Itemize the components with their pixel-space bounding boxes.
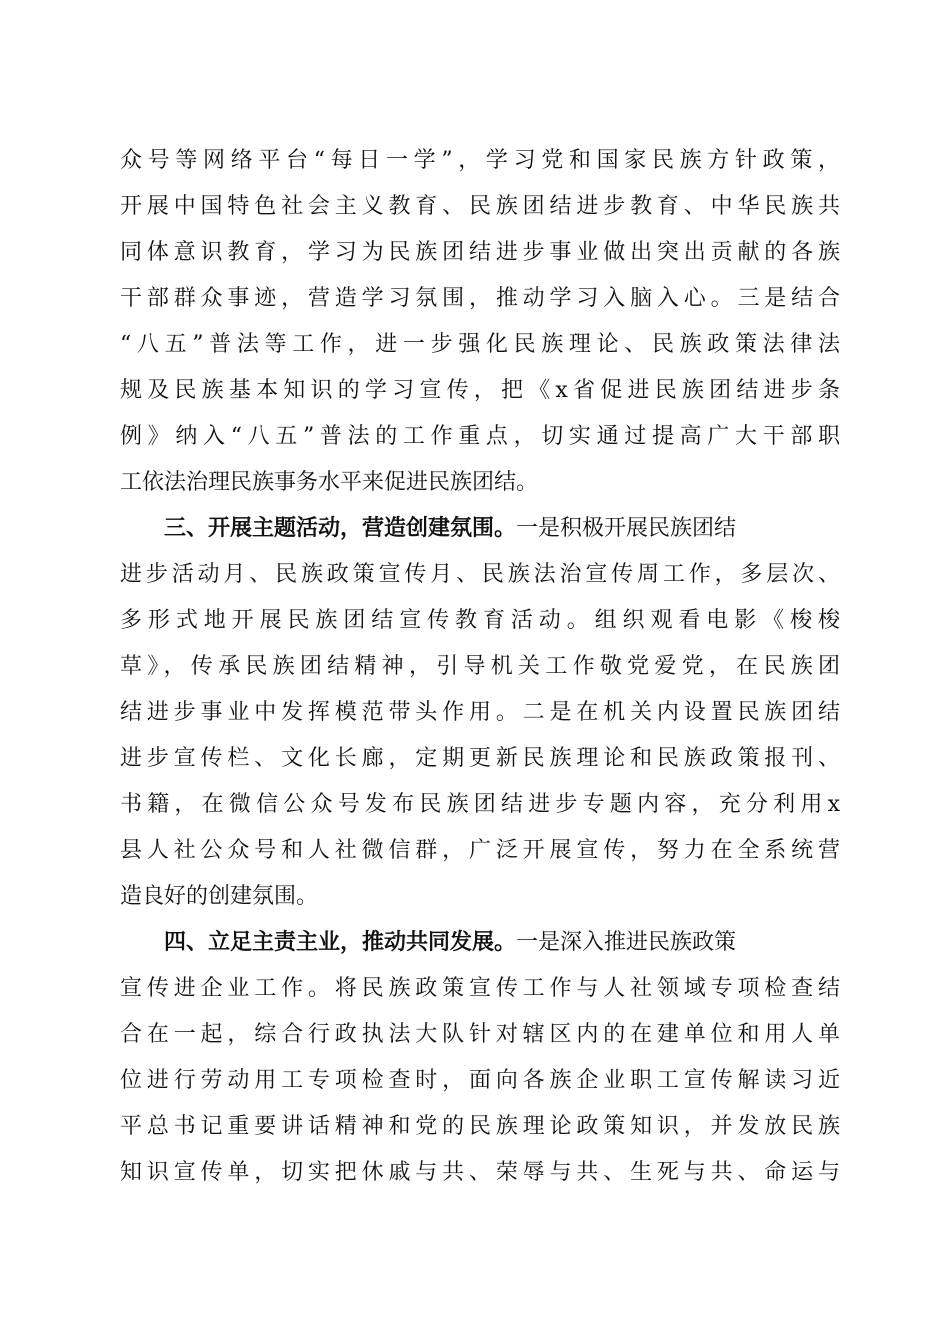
text-line: 造良好的创建氛围。 — [120, 884, 319, 909]
text-line: 知识宣传单，切实把休戚与共、荣辱与共、生死与共、命运与 — [120, 1160, 840, 1185]
text-line: 工依法治理民族事务水平来促进民族团结。 — [120, 470, 539, 495]
section-3-first-line-text: 一是积极开展民族团结 — [516, 516, 737, 541]
section-4-first-line — [164, 923, 840, 963]
text-line: 同体意识教育，学习为民族团结进步事业做出突出贡献的各族 — [120, 240, 840, 265]
text-line: 草》，传承民族团结精神，引导机关工作敬党爱党，在民族团 — [120, 654, 840, 679]
text-line: 书籍，在微信公众号发布民族团结进步专题内容，充分利用x — [120, 792, 840, 817]
section-4-heading: 四、立足主责主业，推动共同发展。 — [164, 930, 517, 955]
section-3-first-line — [164, 509, 840, 549]
text-line: 结进步事业中发挥模范带头作用。二是在机关内设置民族团结 — [120, 700, 840, 725]
text-line: “八五”普法等工作，进一步强化民族理论、民族政策法律法 — [120, 332, 840, 357]
section-4-first-line-text: 一是深入推进民族政策 — [516, 930, 737, 955]
text-line: 开展中国特色社会主义教育、民族团结进步教育、中华民族共 — [120, 194, 840, 219]
text-line: 位进行劳动用工专项检查时，面向各族企业职工宣传解读习近 — [120, 1068, 840, 1093]
text-line: 县人社公众号和人社微信群，广泛开展宣传，努力在全系统营 — [120, 838, 840, 863]
text-line: 干部群众事迹，营造学习氛围，推动学习入脑入心。三是结合 — [120, 286, 840, 311]
section-3-heading: 三、开展主题活动，营造创建氛围。 — [164, 516, 517, 541]
text-line: 平总书记重要讲话精神和党的民族理论政策知识，并发放民族 — [120, 1114, 840, 1139]
text-line: 进步活动月、民族政策宣传月、民族法治宣传周工作，多层次、 — [120, 562, 840, 587]
text-line: 进步宣传栏、文化长廊，定期更新民族理论和民族政策报刊、 — [120, 746, 840, 771]
text-line: 众号等网络平台“每日一学”，学习党和国家民族方针政策， — [120, 148, 840, 173]
text-line: 多形式地开展民族团结宣传教育活动。组织观看电影《梭梭 — [120, 608, 840, 633]
text-line: 合在一起，综合行政执法大队针对辖区内的在建单位和用人单 — [120, 1022, 840, 1047]
text-line: 例》纳入“八五”普法的工作重点，切实通过提高广大干部职 — [120, 424, 840, 449]
text-line: 规及民族基本知识的学习宣传，把《x省促进民族团结进步条 — [120, 378, 840, 403]
text-line: 宣传进企业工作。将民族政策宣传工作与人社领域专项检查结 — [120, 976, 840, 1001]
